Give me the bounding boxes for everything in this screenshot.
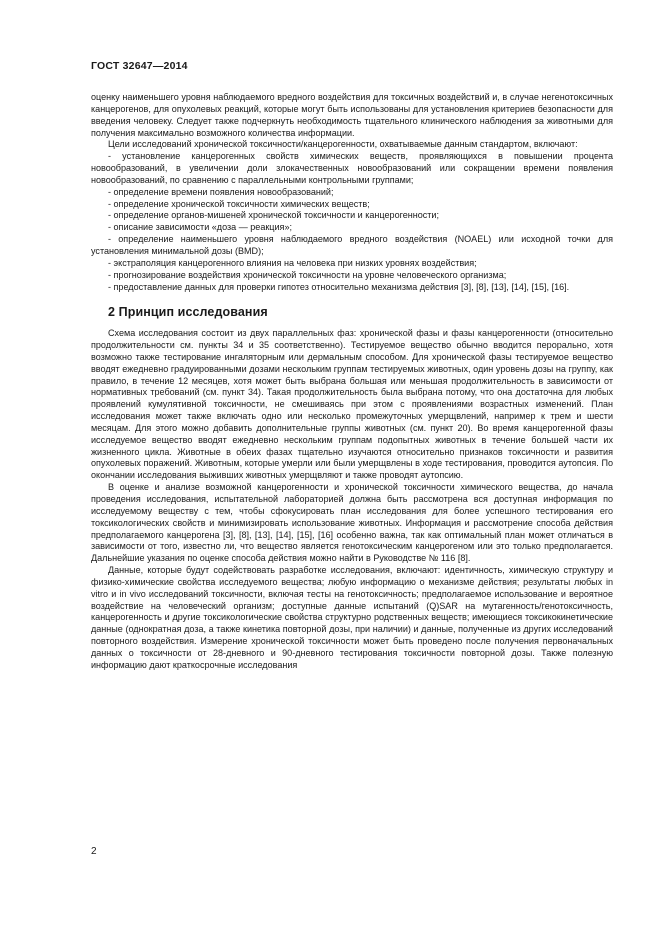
list-item: - определение хронической токсичности химических веществ; bbox=[108, 198, 370, 209]
list-item: - экстраполяция канцерогенного влияния на человека при низких уровнях воздействия; bbox=[108, 257, 477, 268]
objectives-list bbox=[91, 151, 613, 293]
intro-paragraph-2: Цели исследований хронической токсичности/канцерогенности, охватываемые данным стандартом, включают: bbox=[108, 139, 578, 150]
document-body bbox=[91, 92, 613, 672]
list-item: - предоставление данных для проверки гипотез относительно механизма действия [3], [8], [13], [14], [15], [16]. bbox=[108, 281, 570, 292]
section-paragraph-3: Данные, которые будут содействовать разработке исследования, включают: идентичность, химическую структуру и физико-химические свойства исследуемого вещества; любую информацию о механизме действия; результаты любых in vitro и in vivo исследований токсичности, включая тесты на генотоксичность; предполагаемое использование и вероятное воздействие на человеческий организм; доступные данные испытаний (Q)SAR на мутагенность/генотоксичность, канцерогенность и другие токсикологические свойства структурно родственных веществ; имеющиеся токсикокинетические данные (однократная доза, а также кинетика повторной дозы, при наличии) и данные, полученные из других исследований повторного воздействия. Измерение хронической токсичности может быть проведено после получения первоначальных данных о токсичности от 28-дневного и 90-дневного тестирования токсичности повторной дозы. Также полезную информацию дают краткосрочные исследования bbox=[91, 565, 613, 670]
list-item: - установление канцерогенных свойств химических веществ, проявляющихся в повышении процента новообразований, в увеличении доли злокачественных новообразований или сокращении времени появления новообразований, по сравнению с параллельными контрольными группами; bbox=[91, 151, 613, 185]
list-item: - прогнозирование воздействия хронической токсичности на уровне человеческого организма; bbox=[108, 269, 507, 280]
list-item: - определение времени появления новообразований; bbox=[108, 186, 334, 197]
list-item: - определение наименьшего уровня наблюдаемого вредного воздействия (NOAEL) или исходной точки для установления минимальной дозы (BMD); bbox=[91, 234, 613, 256]
section-paragraph-2: В оценке и анализе возможной канцерогенности и хронической токсичности химического вещества, до начала проведения исследования, испытательной лабораторией должна быть рассмотрена вся доступная информация по исследуемому веществу с тем, чтобы сфокусировать план исследования для более успешного тестирования его токсикологических свойств и минимизировать использование животных. Информация и рассмотрение способа действия предполагаемого канцерогена [3], [8], [13], [14], [15], [16] особенно важна, так как оптимальный план может отличаться в зависимости от того, известно ли, что вещество является генотоксическим канцерогеном или это только предполагается. Дальнейшие указания по оценке способа действия можно найти в Руководстве № 116 [8]. bbox=[91, 482, 613, 564]
intro-paragraph-1: оценку наименьшего уровня наблюдаемого вредного воздействия для токсичных воздействий и, в случае негенотоксичных канцерогенов, для опухолевых реакций, которые могут быть использованы для установления критериев безопасности для введения человеку. Следует также подчеркнуть необходимость тщательного клинического наблюдения за животными для получения максимально возможного количества информации. bbox=[91, 92, 613, 138]
list-item: - описание зависимости «доза — реакция»; bbox=[108, 222, 292, 233]
document-header: ГОСТ 32647—2014 bbox=[91, 60, 188, 72]
section-paragraph-1: Схема исследования состоит из двух параллельных фаз: хронической фазы и фазы канцерогенности (относительно продолжительности см. пункты 34 и 35 соответственно). Тестируемое вещество обычно вводится перорально, хотя возможно также тестирование ингаляторным или дермальным способом. Для хронической фазы тестируемое вещество вводят ежедневно градуированными дозами нескольким группам тестируемых животных, один уровень дозы на группу, как правило, в течение 12 месяцев, хотя может быть выбрана большая или меньшая продолжительность в зависимости от нормативных требований (см. пункт 34). Такая продолжительность была выбрана потому, что она достаточна для любых проявлений кумулятивной токсичности, не смешиваясь при этом с проявлениями возрастных изменений. План исследования может также включать одно или несколько промежуточных умерщвлений, например к трем и шести месяцам. Для этого можно добавить дополнительные группы животных (см. пункт 20). Во время канцерогенной фазы исследуемое вещество вводят ежедневно нескольким группам подопытных животных в течение большей части их жизненного цикла. Животные в обеих фазах тщательно изучаются относительно признаков токсичности и развития опухолевых поражений. Животным, которые умерли или были умерщвлены в ходе тестирования, проводится аутопсия. По окончании исследования выживших животных умерщвляют и также проводят аутопсию. bbox=[91, 328, 613, 481]
page-number: 2 bbox=[91, 846, 97, 857]
section-heading: 2 Принцип исследования bbox=[108, 305, 268, 320]
list-item: - определение органов-мишеней хронической токсичности и канцерогенности; bbox=[108, 210, 439, 221]
